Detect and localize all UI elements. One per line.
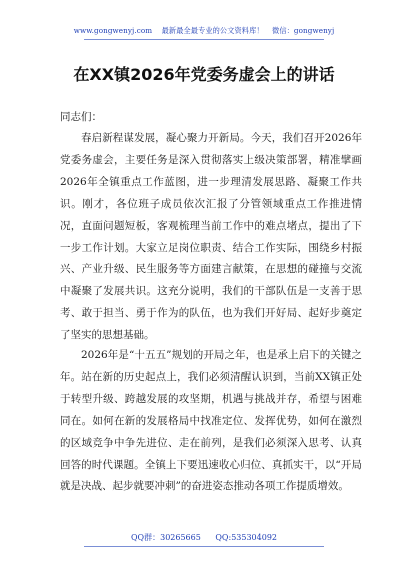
header-divider [84, 39, 324, 40]
header-wechat: 微信：gongwenyj [272, 26, 335, 35]
body-paragraph-2: 2026年是“十五五”规划的开局之年，也是承上启下的关键之年。站在新的历史起点上，我们必须清醒认识到，当前XX镇正处于转型升级、跨越发展的攻坚期，机遇与挑战并存，希望与困难同在。如何在新的发展格局中找准定位、发挥优势，如何在激烈的区域竞争中争先进位、走在前列，是我们必须深入思考、认真回答的时代课题。全镇上下要迅速收心归位、真抓实干，以“开局就是决战、起步就要冲刺”的奋进姿态推动各项工作提质增效。 [60, 349, 362, 493]
page-header [0, 26, 408, 36]
document-title: 在XX镇2026年党委务虚会上的讲话 [73, 65, 335, 84]
footer-qq-group: QQ群：30265665 [130, 533, 201, 542]
body-paragraph-1: 春启新程谋发展，凝心聚力开新局。今天，我们召开2026年党委务虚会，主要任务是深入贯彻落实上级决策部署，精准擘画2026年全镇重点工作蓝图，进一步理清发展思路、凝聚工作共识。刚才，各位班子成员依次汇报了分管领域重点工作推进情况，直面问题短板，客观梳理当前工作中的难点堵点，提出了下一步工作计划。大家立足岗位职责、结合工作实际，围绕乡村振兴、产业升级、民生服务等方面建言献策，在思想的碰撞与交流中凝聚了发展共识。这充分说明，我们的干部队伍是一支善于思考、敢于担当、勇于作为的队伍，也为我们开好局、起好步奠定了坚实的思想基础。 [60, 132, 362, 342]
header-slogan: 最新最全最专业的公文资料库！ [161, 26, 264, 35]
header-url-link[interactable]: www.gongwenyj.com [73, 26, 153, 35]
footer-qq: QQ:535304092 [215, 533, 277, 542]
footer-divider [84, 546, 324, 547]
page-footer [0, 532, 408, 543]
salutation: 同志们： [60, 111, 102, 123]
